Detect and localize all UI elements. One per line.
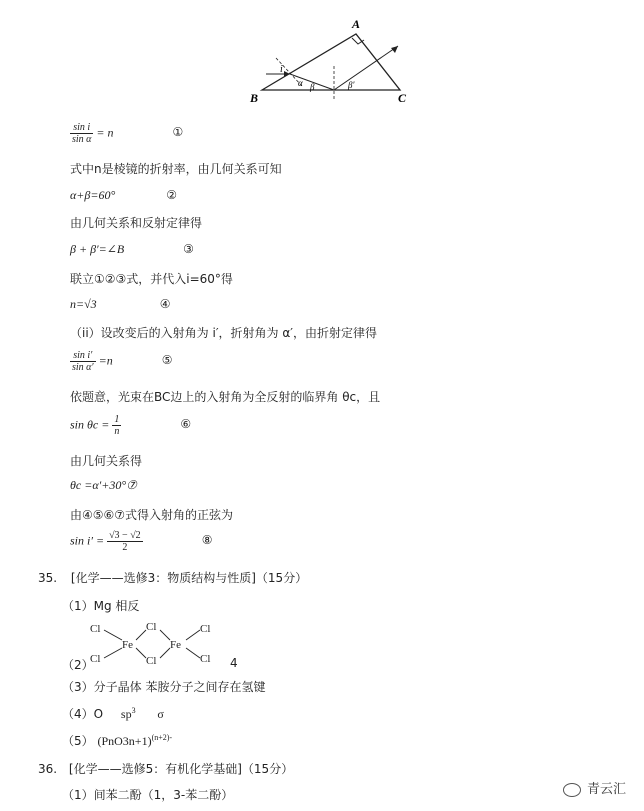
answer-4-label: （4）O [62,707,104,721]
eq-tag: ⑥ [180,417,192,432]
eq-sine-result [70,530,212,553]
frac-den: sin α′ [72,362,94,373]
eq-expr: n=√3 [70,297,97,311]
eq-rhs: = n [96,125,114,140]
text-line: 联立①②③式，并代入i=60°得 [70,272,233,286]
label-alpha: α [298,78,303,88]
text-line: （ii）设改变后的入射角为 i′，折射角为 α′，由折射定律得 [70,326,377,340]
eq-expr: θc =α′+30°⑦ [70,478,137,492]
question-number: 36. [38,762,58,776]
answer-3: （3）分子晶体 苯胺分子之间存在氢键 [62,680,266,694]
text-line: 依题意，光束在BC边上的入射角为全反射的临界角 θc，且 [70,390,381,404]
eq-refraction-1 [70,122,183,145]
eq-lhs: sin i′ = [70,533,105,548]
frac-num: sin i [70,122,93,134]
eq-angle-sum [70,188,177,203]
wechat-icon [563,783,581,797]
text-line: 由几何关系得 [70,454,143,468]
eq-reflection [70,242,194,257]
answer-5-label: （5） [62,734,94,748]
watermark-text: 青云汇 [586,782,626,797]
eq-tag: ⑧ [201,533,213,548]
cl-atom: Cl [90,653,101,665]
cl-atom: Cl [90,623,101,635]
answer-1: （1）Mg 相反 [62,599,140,613]
answer-2-value: 4 [230,656,238,670]
frac-num: √3 − √2 [109,530,141,541]
fe-atom: Fe [170,639,181,651]
eq-expr: α+β=60° [70,188,116,202]
frac-den: sin α [72,134,92,145]
text-line: 式中n是棱镜的折射率，由几何关系可知 [70,162,282,176]
formula: (PnO3n+1) [97,734,152,748]
fe-atom: Fe [122,639,133,651]
eq-expr: β + β′=∠B [70,242,125,256]
text-line: 由几何关系和反射定律得 [70,216,203,230]
frac-den: 2 [122,542,128,553]
eq-refraction-2 [70,350,172,373]
cl-atom: Cl [200,623,211,635]
eq-n-value [70,297,170,312]
fe2cl6-structure [88,618,220,668]
frac-num: 1 [114,414,120,425]
frac-den: n [114,426,120,437]
answer-4 [62,705,164,722]
eq-theta-c [70,478,137,493]
sp-superscript: 3 [131,706,136,715]
question-36-heading [38,760,293,777]
answer-5 [62,732,172,749]
formula-charge: (n+2)- [151,733,173,742]
label-a: A [352,17,361,31]
eq-tag: ② [166,188,178,202]
answer-2-label: （2） [62,658,94,672]
prism-figure [248,14,428,106]
eq-tag: ④ [159,297,171,311]
eq-tag: ⑤ [161,353,173,368]
question-title: [化学——选修5：有机化学基础]（15分） [68,762,294,776]
eq-tag: ① [172,125,184,140]
text-line: 由④⑤⑥⑦式得入射角的正弦为 [70,508,234,522]
question-title: [化学——选修3：物质结构与性质]（15分） [70,571,308,585]
label-c: C [398,91,407,105]
question-35-heading [38,569,307,586]
label-b: B [250,91,259,105]
cl-atom: Cl [146,655,157,667]
answer-36-1: （1）间苯二酚（1，3-苯二酚） [62,788,234,802]
watermark-brand [563,778,626,797]
sigma-bond: σ [157,707,164,721]
eq-tag: ③ [183,242,194,256]
label-i: i [280,64,283,75]
sp-text: sp [120,707,132,721]
label-beta-prime: β' [348,80,355,90]
eq-lhs: sin θc = [70,417,110,432]
eq-rhs: =n [98,353,113,368]
cl-atom: Cl [200,653,211,665]
cl-atom: Cl [146,621,157,633]
hybrid-orbital [121,707,136,721]
question-number: 35. [38,571,58,585]
label-beta: β [310,82,315,92]
frac-num: sin i′ [70,350,96,362]
eq-critical-angle [70,414,191,437]
